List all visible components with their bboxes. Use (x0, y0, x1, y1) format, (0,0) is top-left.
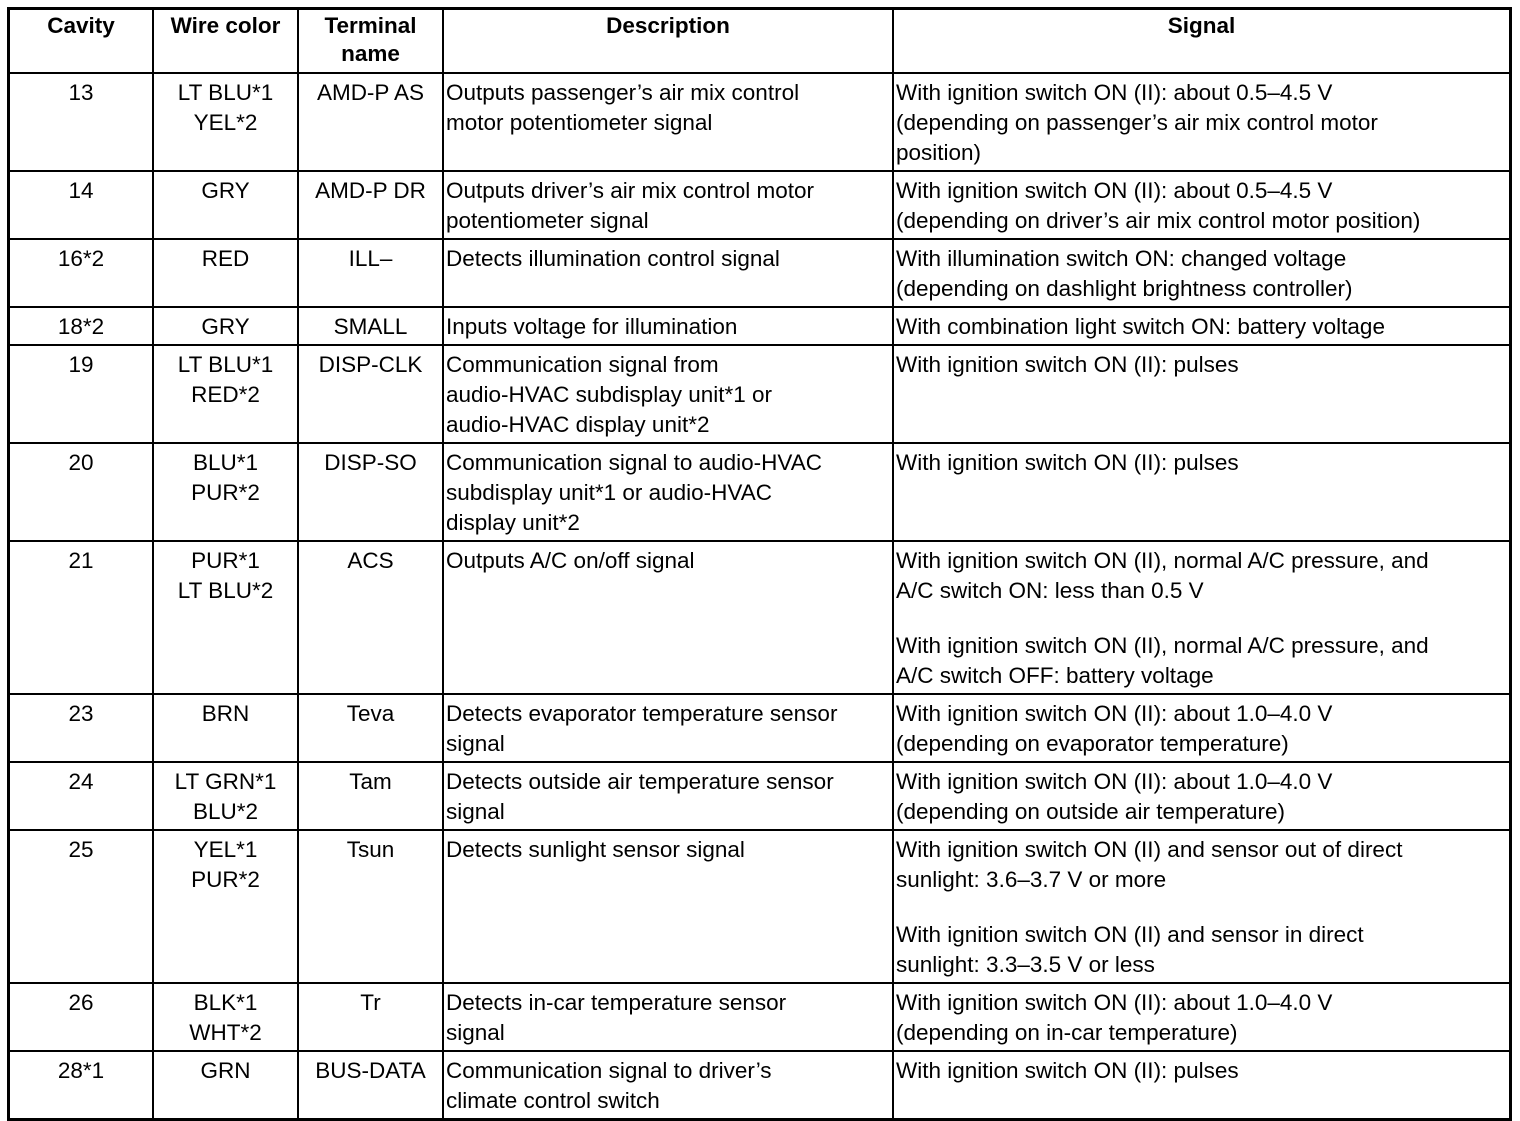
signal-paragraph (896, 1056, 1507, 1086)
cell-terminal-name: Tr (298, 983, 443, 1051)
cell-wire-color (153, 73, 298, 171)
cell-terminal-name: Tsun (298, 830, 443, 983)
cell-cavity: 26 (10, 983, 153, 1051)
description-text: Detects evaporator temperature sensor (446, 701, 838, 726)
description-text: Detects illumination control signal (446, 246, 780, 271)
signal-text: With illumination switch ON: changed voltage (896, 246, 1347, 271)
table-row (10, 983, 1509, 1051)
signal-text: With ignition switch ON (II), normal A/C pressure, and (896, 633, 1429, 658)
signal-paragraph (896, 448, 1507, 478)
cell-terminal-name: AMD-P AS (298, 73, 443, 171)
wire-color-text: RED*2 (191, 382, 260, 407)
wire-color-text: BLU*1 (192, 450, 259, 475)
cell-description (443, 983, 893, 1051)
table-row (10, 171, 1509, 239)
description-text: audio-HVAC display unit*2 (446, 412, 710, 437)
cell-wire-color (153, 830, 298, 983)
cell-wire-color (153, 541, 298, 694)
cell-cavity: 20 (10, 443, 153, 541)
cell-wire-color (153, 694, 298, 762)
cell-description (443, 694, 893, 762)
signal-text: sunlight: 3.6–3.7 V or more (896, 867, 1167, 892)
cell-signal (893, 239, 1509, 307)
connector-table-frame (7, 7, 1512, 1121)
cell-cavity: 28*1 (10, 1051, 153, 1118)
header-cavity: Cavity (10, 10, 153, 73)
cell-signal (893, 345, 1509, 443)
table-row (10, 307, 1509, 345)
cell-description (443, 171, 893, 239)
description-text: Communication signal to driver’s (446, 1058, 772, 1083)
cell-description (443, 307, 893, 345)
signal-text: (depending on in-car temperature) (896, 1020, 1238, 1045)
cell-cavity: 25 (10, 830, 153, 983)
signal-text: With ignition switch ON (II) and sensor out of direct (896, 837, 1403, 862)
cell-signal (893, 171, 1509, 239)
wire-color-text: GRY (201, 314, 250, 339)
description-text: signal (446, 731, 505, 756)
cell-description (443, 73, 893, 171)
description-text: signal (446, 1020, 505, 1045)
cell-terminal-name: DISP-SO (298, 443, 443, 541)
signal-paragraph (896, 631, 1507, 691)
signal-paragraph (896, 244, 1507, 304)
cell-signal (893, 541, 1509, 694)
table-row (10, 830, 1509, 983)
signal-text: A/C switch ON: less than 0.5 V (896, 578, 1204, 603)
signal-text: With ignition switch ON (II): about 0.5–4.5 V (896, 178, 1333, 203)
signal-paragraph (896, 350, 1507, 380)
table-row (10, 541, 1509, 694)
description-text: Outputs A/C on/off signal (446, 548, 695, 573)
wire-color-text: YEL*1 (193, 837, 258, 862)
wire-color-text: LT BLU*2 (177, 578, 274, 603)
description-text: Communication signal from (446, 352, 719, 377)
table-row (10, 239, 1509, 307)
table-row (10, 443, 1509, 541)
description-text: Communication signal to audio-HVAC (446, 450, 823, 475)
signal-text: With ignition switch ON (II): pulses (896, 450, 1239, 475)
cell-description (443, 830, 893, 983)
table-row (10, 694, 1509, 762)
wire-color-text: LT GRN*1 (174, 769, 277, 794)
description-text: display unit*2 (446, 510, 580, 535)
wire-color-text: YEL*2 (193, 110, 258, 135)
signal-text: With ignition switch ON (II): about 1.0–4.0 V (896, 990, 1333, 1015)
cell-signal (893, 1051, 1509, 1118)
description-text: signal (446, 799, 505, 824)
cell-wire-color (153, 239, 298, 307)
wire-color-text: BLK*1 (193, 990, 258, 1015)
signal-text: sunlight: 3.3–3.5 V or less (896, 952, 1155, 977)
wire-color-text: LT BLU*1 (177, 352, 274, 377)
header-description: Description (443, 10, 893, 73)
cell-wire-color (153, 307, 298, 345)
description-text: Detects in-car temperature sensor (446, 990, 787, 1015)
cell-cavity: 18*2 (10, 307, 153, 345)
cell-terminal-name: Teva (298, 694, 443, 762)
description-text: audio-HVAC subdisplay unit*1 or (446, 382, 773, 407)
cell-signal (893, 443, 1509, 541)
wire-color-text: GRN (200, 1058, 251, 1083)
signal-text: With ignition switch ON (II): about 1.0–4.0 V (896, 701, 1333, 726)
signal-text: (depending on dashlight brightness controller) (896, 276, 1353, 301)
cell-terminal-name: Tam (298, 762, 443, 830)
connector-terminal-table (10, 10, 1509, 1118)
cell-description (443, 345, 893, 443)
cell-cavity: 16*2 (10, 239, 153, 307)
cell-description (443, 239, 893, 307)
cell-description (443, 443, 893, 541)
signal-text: With ignition switch ON (II): about 0.5–4.5 V (896, 80, 1333, 105)
cell-cavity: 14 (10, 171, 153, 239)
signal-text: A/C switch OFF: battery voltage (896, 663, 1214, 688)
cell-wire-color (153, 345, 298, 443)
cell-wire-color (153, 171, 298, 239)
signal-paragraph (896, 920, 1507, 980)
cell-cavity: 19 (10, 345, 153, 443)
description-text: Outputs driver’s air mix control motor (446, 178, 815, 203)
cell-terminal-name: DISP-CLK (298, 345, 443, 443)
header-signal: Signal (893, 10, 1509, 73)
cell-signal (893, 762, 1509, 830)
cell-terminal-name: BUS-DATA (298, 1051, 443, 1118)
table-row (10, 1051, 1509, 1118)
signal-paragraph (896, 699, 1507, 759)
wire-color-text: GRY (201, 178, 250, 203)
signal-text: With ignition switch ON (II): about 1.0–4.0 V (896, 769, 1333, 794)
signal-paragraph (896, 767, 1507, 827)
signal-text: (depending on outside air temperature) (896, 799, 1285, 824)
description-text: Outputs passenger’s air mix control (446, 80, 800, 105)
cell-signal (893, 307, 1509, 345)
cell-cavity: 24 (10, 762, 153, 830)
wire-color-text: PUR*2 (191, 867, 260, 892)
description-text: motor potentiometer signal (446, 110, 713, 135)
signal-text: With ignition switch ON (II): pulses (896, 352, 1239, 377)
header-terminal-name: Terminal name (298, 10, 443, 73)
cell-wire-color (153, 443, 298, 541)
cell-terminal-name: SMALL (298, 307, 443, 345)
cell-wire-color (153, 762, 298, 830)
wire-color-text: PUR*1 (191, 548, 260, 573)
signal-text: (depending on evaporator temperature) (896, 731, 1289, 756)
signal-text: With ignition switch ON (II): pulses (896, 1058, 1239, 1083)
signal-paragraph (896, 835, 1507, 895)
cell-cavity: 13 (10, 73, 153, 171)
signal-text: (depending on passenger’s air mix control motor (896, 110, 1378, 135)
cell-signal (893, 830, 1509, 983)
table-row (10, 762, 1509, 830)
signal-text: (depending on driver’s air mix control motor position) (896, 208, 1421, 233)
wire-color-text: BLU*2 (192, 799, 259, 824)
cell-terminal-name: ACS (298, 541, 443, 694)
description-text: Inputs voltage for illumination (446, 314, 738, 339)
cell-signal (893, 694, 1509, 762)
table-row (10, 73, 1509, 171)
signal-paragraph (896, 546, 1507, 606)
cell-description (443, 1051, 893, 1118)
wire-color-text: RED (201, 246, 250, 271)
cell-signal (893, 73, 1509, 171)
description-text: potentiometer signal (446, 208, 649, 233)
cell-cavity: 21 (10, 541, 153, 694)
wire-color-text: PUR*2 (191, 480, 260, 505)
signal-paragraph (896, 988, 1507, 1048)
signal-text: With ignition switch ON (II), normal A/C pressure, and (896, 548, 1429, 573)
signal-paragraph (896, 312, 1507, 342)
header-wire-color: Wire color (153, 10, 298, 73)
wire-color-text: WHT*2 (189, 1020, 262, 1045)
cell-description (443, 762, 893, 830)
description-text: Detects outside air temperature sensor (446, 769, 834, 794)
cell-terminal-name: AMD-P DR (298, 171, 443, 239)
description-text: climate control switch (446, 1088, 660, 1113)
signal-text: position) (896, 140, 982, 165)
cell-wire-color (153, 983, 298, 1051)
signal-text: With ignition switch ON (II) and sensor in direct (896, 922, 1364, 947)
table-row (10, 345, 1509, 443)
cell-signal (893, 983, 1509, 1051)
signal-paragraph (896, 176, 1507, 236)
table-body (10, 73, 1509, 1118)
cell-terminal-name: ILL– (298, 239, 443, 307)
signal-text: With combination light switch ON: battery voltage (896, 314, 1385, 339)
table-header-row (10, 10, 1509, 73)
description-text: Detects sunlight sensor signal (446, 837, 745, 862)
cell-cavity: 23 (10, 694, 153, 762)
signal-paragraph (896, 78, 1507, 168)
description-text: subdisplay unit*1 or audio-HVAC (446, 480, 773, 505)
wire-color-text: LT BLU*1 (177, 80, 274, 105)
wire-color-text: BRN (201, 701, 250, 726)
cell-wire-color (153, 1051, 298, 1118)
cell-description (443, 541, 893, 694)
